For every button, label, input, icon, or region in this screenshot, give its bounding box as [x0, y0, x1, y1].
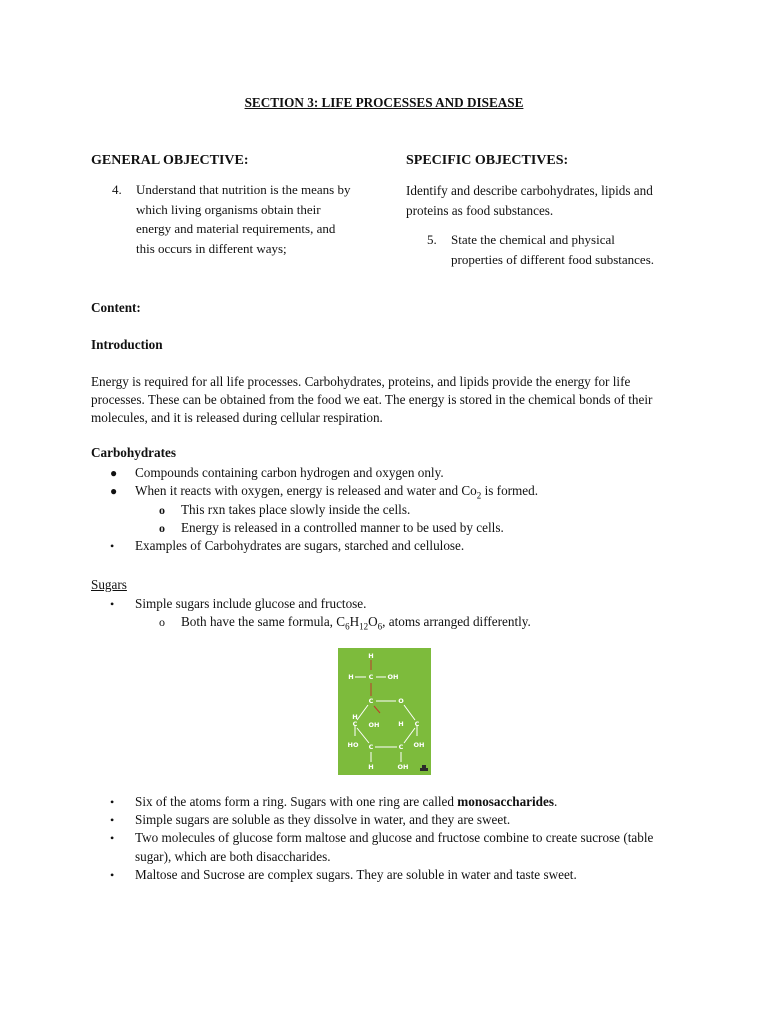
list-item-text: State the chemical and physical properties of different food substances.	[451, 232, 655, 267]
subscript: 6	[377, 621, 383, 632]
list-item	[427, 230, 657, 269]
list-number: 4.	[112, 182, 122, 197]
general-objective-list	[112, 180, 357, 258]
general-objective-heading: GENERAL OBJECTIVE:	[91, 153, 249, 168]
atom-label: H	[398, 720, 404, 728]
list-item-text: Six of the atoms form a ring. Sugars with one ring are called	[135, 794, 458, 809]
section-title: SECTION 3: LIFE PROCESSES AND DISEASE	[244, 95, 524, 110]
list-number: 5.	[427, 232, 437, 247]
list-item	[112, 180, 357, 258]
carbohydrates-list	[91, 464, 691, 555]
bullet-icon: •	[110, 597, 115, 611]
sugars-heading: Sugars	[91, 577, 127, 592]
list-item	[91, 829, 691, 865]
atom-label: H	[348, 673, 354, 681]
atom-label: HO	[347, 741, 359, 749]
formula-part: O	[368, 614, 378, 630]
sugars-list	[91, 595, 691, 632]
glucose-structure-image	[338, 648, 431, 775]
subscript: 2	[476, 490, 482, 501]
list-item-text: This rxn takes place slowly inside the cells.	[181, 501, 411, 517]
list-item	[91, 464, 691, 482]
sub-bullet-icon: o	[159, 615, 165, 630]
atom-label: OH	[387, 673, 399, 681]
bullet-icon: ●	[110, 484, 118, 499]
subscript: 12	[359, 621, 369, 632]
bullet-icon: •	[110, 795, 115, 809]
content-label: Content:	[91, 300, 141, 315]
list-item-text: , atoms arranged differently.	[382, 614, 531, 630]
specific-objectives-text: Identify and describe carbohydrates, lipids and proteins as food substances.	[406, 183, 653, 218]
atom-label: H	[352, 713, 358, 721]
bullet-icon: •	[110, 813, 115, 828]
introduction-paragraph: Energy is required for all life processes. Carbohydrates, proteins, and lipids provide the energy for life processes. These can be obtained from the food we eat. The energy is stored in the chemical bonds of their molecules, and it is released during cellular respiration.	[91, 374, 653, 425]
bold-term: monosaccharides	[457, 794, 555, 809]
subscript: 6	[345, 621, 350, 632]
bullet-icon: •	[110, 867, 115, 882]
sub-list-item	[91, 613, 691, 631]
atom-label: C	[398, 743, 404, 751]
glucose-structure-diagram	[338, 648, 431, 775]
list-item	[91, 482, 691, 500]
sugar-properties-list	[91, 793, 691, 884]
list-item-text: Two molecules of glucose form maltose and glucose and fructose combine to create sucrose (table sugar), which are both disaccharides.	[135, 830, 654, 864]
bullet-icon: ●	[110, 466, 118, 480]
specific-objectives-heading: SPECIFIC OBJECTIVES:	[406, 153, 569, 168]
list-item-text: Compounds containing carbon hydrogen and oxygen only.	[135, 465, 444, 480]
atom-label: H	[368, 652, 374, 660]
carbohydrates-heading: Carbohydrates	[91, 445, 176, 460]
list-item	[91, 793, 691, 811]
sub-bullet-icon: o	[159, 520, 165, 535]
list-item-text: Simple sugars include glucose and fructose.	[135, 596, 367, 611]
list-item-text: Simple sugars are soluble as they dissolve in water, and they are sweet.	[135, 812, 511, 828]
list-item-text: When it reacts with oxygen, energy is released and water and Co	[135, 483, 477, 499]
introduction-heading: Introduction	[91, 337, 163, 352]
specific-objectives-list	[427, 230, 657, 269]
bullet-icon: •	[110, 831, 115, 846]
list-item	[91, 866, 691, 884]
sub-list-item	[91, 519, 691, 537]
list-item-text: Both have the same formula, C	[181, 614, 346, 630]
list-item-text: .	[554, 794, 558, 809]
list-item	[91, 595, 691, 613]
list-item-text: Energy is released in a controlled manner to be used by cells.	[181, 519, 504, 535]
bullet-icon: •	[110, 539, 115, 554]
list-item-text: Examples of Carbohydrates are sugars, starched and cellulose.	[135, 538, 465, 554]
atom-label: C	[368, 673, 374, 681]
formula-part: H	[349, 614, 360, 630]
atom-label: C	[368, 743, 374, 751]
atom-label: OH	[397, 763, 409, 771]
atom-label: OH	[368, 721, 380, 729]
list-item-text: Maltose and Sucrose are complex sugars. They are soluble in water and taste sweet.	[135, 866, 577, 882]
atom-label: OH	[413, 741, 425, 749]
watermark-icon	[420, 765, 428, 771]
atom-label: O	[398, 697, 404, 705]
atom-label: H	[368, 763, 374, 771]
sub-bullet-icon: o	[159, 502, 165, 517]
list-item	[91, 537, 691, 555]
atom-label: C	[352, 720, 358, 728]
sub-list-item	[91, 501, 691, 519]
atom-label: C	[414, 720, 420, 728]
atom-label: C	[368, 697, 374, 705]
list-item	[91, 811, 691, 829]
list-item-text: Understand that nutrition is the means by which living organisms obtain their energy and material requirements, and this occurs in different ways;	[136, 182, 351, 256]
list-item-text: is formed.	[481, 483, 539, 499]
